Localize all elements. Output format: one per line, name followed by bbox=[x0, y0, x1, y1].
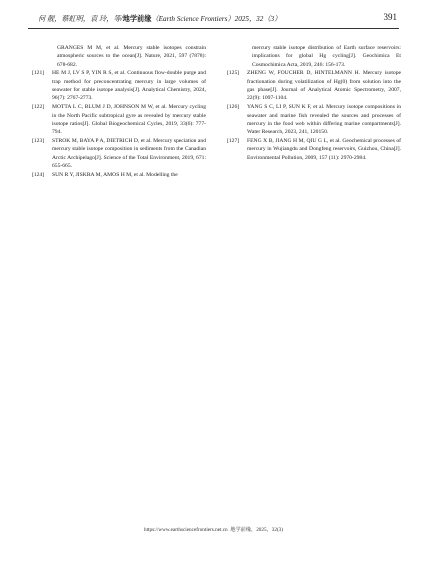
header-author-names: 何 靓，蔡虹明，袁 玲，等/ bbox=[38, 15, 123, 23]
reference-number: [125] bbox=[227, 70, 240, 77]
header-journal-cn: 地学前缘 bbox=[122, 15, 152, 23]
reference-text: MOTTA L C, BLUM J D, JOHNSON M W, et al. Mercury cycling in the North Pacific subtropical gyre as revealed by mercury stable isotope ratios[J]. Global Biogeochemical Cycles, 2019, 33(6): 777-794. bbox=[52, 104, 206, 136]
reference-item bbox=[227, 69, 401, 102]
reference-item bbox=[32, 103, 206, 136]
references-left-column bbox=[32, 44, 206, 180]
reference-number: [126] bbox=[227, 104, 240, 111]
reference-text: SUN R Y, JISKRA M, AMOS H M, et al. Modelling the bbox=[52, 171, 178, 178]
reference-text: HE M J, LV S P, YIN R S, et al. Continuous flow-double purge and trap method for preconcentrating mercury in large volumes of seawater for stable isotope analysis[J]. Analytical Chemistry, 2024, 96(7): 2767-2773. bbox=[52, 70, 206, 102]
running-header bbox=[28, 11, 399, 27]
reference-text: STROK M, BAYA P A, DIETRICH D, et al. Mercury speciation and mercury stable isotope composition in sediments from the Canadian Arctic Archipelago[J]. Science of the Total Environment, 2019, 671: 655-665. bbox=[52, 138, 206, 169]
header-rule bbox=[28, 28, 399, 29]
page-footer bbox=[0, 526, 427, 533]
reference-item bbox=[32, 69, 206, 102]
reference-item bbox=[32, 137, 206, 170]
reference-number: [122] bbox=[32, 104, 45, 111]
references-right-column bbox=[227, 44, 401, 163]
reference-number: [123] bbox=[32, 138, 45, 145]
reference-item bbox=[32, 44, 206, 69]
reference-item bbox=[227, 103, 401, 136]
footer-journal: 地学前缘，2025，32(3) bbox=[230, 527, 283, 533]
footer-url[interactable]: https://www.earthsciencefrontiers.net.cn bbox=[144, 527, 228, 533]
reference-text: mercury stable isotope distribution of Earth surface reservoirs: implications for global Hg cycling[J]. Geochimica Et Cosmochimica Acta, 2019, 246: 156-173. bbox=[252, 45, 401, 68]
header-authors bbox=[38, 11, 281, 27]
reference-item bbox=[227, 137, 401, 162]
reference-number: [121] bbox=[32, 70, 45, 77]
reference-text: GRANGES M M, et al. Mercury stable isotopes constrain atmospheric sources to the ocean[J]. Nature, 2021, 597 (7878): 678-682. bbox=[57, 45, 206, 68]
reference-text: ZHENG W, FOUCHER D, HINTELMANN H. Mercury isotope fractionation during volatilization of Hg(0) from solution into the gas phase[J]. Journal of Analytical Atomic Spectrometry, 2007, 22(9): 1097-1104. bbox=[247, 70, 401, 102]
reference-number: [127] bbox=[227, 138, 240, 145]
reference-item bbox=[32, 171, 206, 179]
reference-number: [124] bbox=[32, 171, 45, 178]
reference-text: FENG X B, JIANG H M, QIU G L, et al. Geochemical processes of mercury in Wujiangdu and Dongfeng reservoirs, Guizhou, China[J]. Environmental Pollution, 2009, 157 (11): 2970-2984. bbox=[247, 138, 401, 161]
header-journal-en: （Earth Science Frontiers）2025，32（3） bbox=[151, 15, 282, 23]
reference-text: YANG S C, LI P, SUN K F, et al. Mercury isotope compositions in seawater and marine fish revealed the sources and processes of mercury in the food web within differing marine compartments[J]. Water Research, 2023, 241, 120150. bbox=[247, 104, 401, 136]
reference-item bbox=[227, 44, 401, 69]
page-number: 391 bbox=[383, 12, 397, 22]
